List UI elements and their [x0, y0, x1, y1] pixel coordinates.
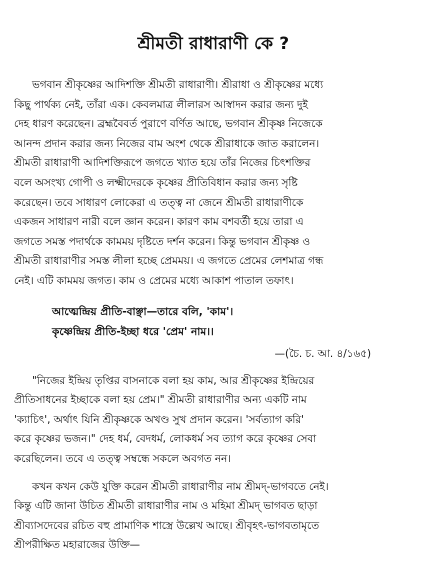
text-line: বলে অসংখ্য গোপী ও লক্ষ্মীদেরকে কৃষ্ণের প্রীতিবিধান করার জন্য সৃষ্টি — [14, 176, 298, 189]
paragraph-2 — [14, 372, 413, 470]
text-line: আনন্দ প্রদান করার জন্য নিজের বাম অংশ থেকে শ্রীরাধাকে জাত করালেন। — [14, 137, 320, 150]
verse-quote — [52, 302, 413, 342]
text-line: করে কৃষ্ণের ভজন।" দেহ ধর্ম, বেদধর্ম, লোকধর্ম সব ত্যাগ করে কৃষ্ণের সেবা — [14, 433, 317, 446]
text-line: "নিজের ইন্দ্রিয় তৃপ্তির বাসনাকে বলা হয় কাম, আর শ্রীকৃষ্ণের ইন্দ্রিয়ের — [32, 374, 315, 387]
text-line: শ্রীমতী রাধারাণী আদিশক্তিরূপে জগতে খ্যাত হয়ে তাঁর নিজের চিৎশক্তির — [14, 157, 311, 170]
page-title: শ্রীমতী রাধারাণী কে ? — [137, 34, 290, 54]
text-line: শ্রীপরীক্ষিত মহারাজের উক্তি— — [14, 539, 141, 552]
text-line: কিন্তু এটি জানা উচিত শ্রীমতী রাধারাণীর নাম ও মহিমা শ্রীমদ্ ভাগবত ছাড়া — [14, 500, 318, 513]
verse-line: আত্মেন্দ্রিয় প্রীতি-বাঞ্ছা—তারে বলি, 'কাম'। — [52, 305, 234, 318]
text-line: করেছিলেন। তবে এ তত্ত্ব সম্বন্ধে সকলে অবগত নন। — [14, 452, 231, 465]
text-line: একজন সাধারণ নারী বলে জ্ঞান করেন। কারণ কাম বশবর্তী হয়ে তারা এ — [14, 216, 304, 229]
text-line: শ্রীব্যাসদেবের রচিত বহু প্রামাণিক শাস্ত্রে উল্লেখ আছে। শ্রীবৃহৎ-ভাগবতামৃতে — [14, 519, 320, 532]
text-line: শ্রীমতী রাধারাণীর সমস্ত লীলা হচ্ছে প্রেমময়। এ জগতে প্রেমের লেশমাত্র গন্ধ — [14, 255, 324, 268]
paragraph-3 — [14, 478, 413, 556]
text-line: কখন কখন কেউ যুক্তি করেন শ্রীমতী রাধারাণীর নাম শ্রীমদ্-ভাগবতে নেই। — [32, 480, 329, 493]
text-line: কিছু পার্থক্য নেই, তাঁরা এক। কেবলমাত্র লীলারস আস্বাদন করার জন্য দুই — [14, 98, 308, 111]
text-line: ভগবান শ্রীকৃষ্ণের আদিশক্তি শ্রীমতী রাধারাণী। শ্রীরাধা ও শ্রীকৃষ্ণের মধ্যে — [32, 79, 324, 91]
verse-citation: —(চৈ. চ. আ. ৪/১৬৫) — [274, 347, 371, 360]
verse-line: কৃষ্ণেন্দ্রিয় প্রীতি-ইচ্ছা ধরে 'প্রেম' নাম।। — [52, 325, 214, 338]
text-line: প্রীতিসাধনের ইচ্ছাকে বলা হয় প্রেম।" শ্রীমতী রাধারাণীর অন্য একটি নাম — [14, 394, 307, 407]
text-line: দেহ ধারণ করেছেন। ব্রহ্মবৈবর্ত পুরাণে বর্ণিত আছে, ভগবান শ্রীকৃষ্ণ নিজেকে — [14, 118, 323, 131]
text-line: নেই। এটি কামময় জগত। কাম ও প্রেমের মধ্যে আকাশ পাতাল তফাৎ। — [14, 274, 294, 287]
text-line: করেছেন। তবে সাধারণ লোকেরা এ তত্ত্ব না জেনে শ্রীমতী রাধারাণীকে — [14, 196, 304, 209]
text-line: 'ক্যাচিৎ', অর্থাৎ যিনি শ্রীকৃষ্ণকে অখণ্ড সুখ প্রদান করেন। 'সর্বত্যাগ করি' — [14, 413, 304, 426]
text-line: জগতে সমস্ত পদার্থকে কামময় দৃষ্টিতে দর্শন করেন। কিন্তু ভগবান শ্রীকৃষ্ণ ও — [14, 235, 311, 248]
paragraph-1 — [14, 76, 413, 292]
